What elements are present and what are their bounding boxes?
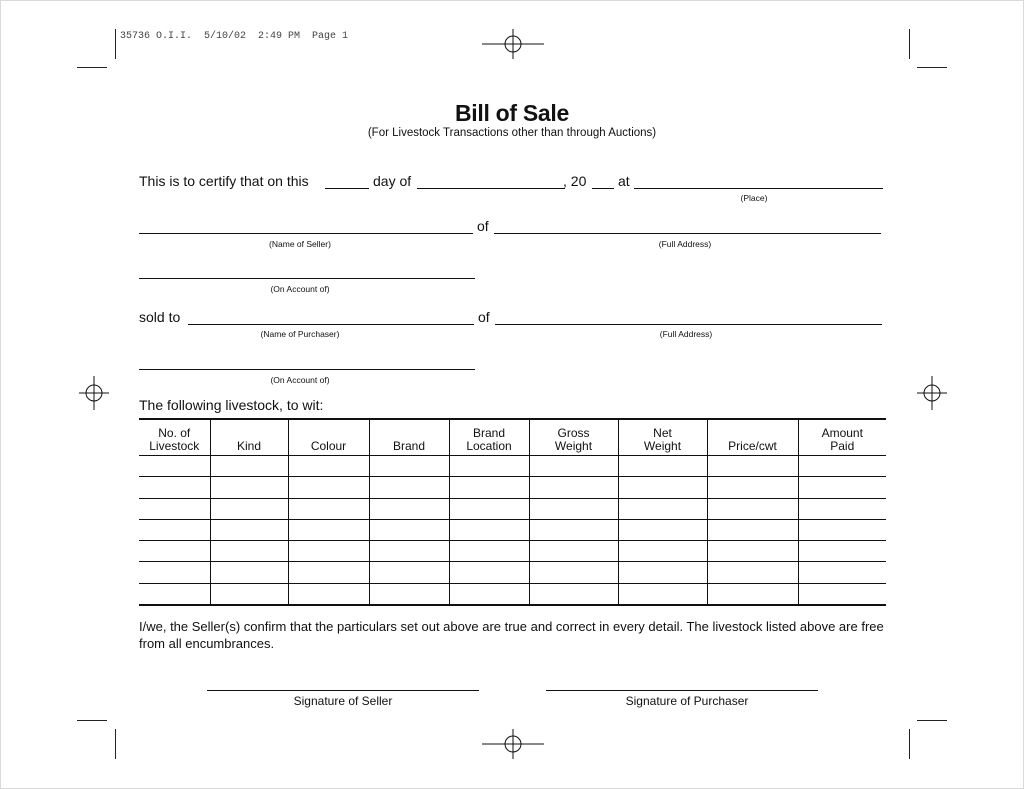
- column-header-line-2: Paid: [830, 439, 855, 453]
- table-cell-blank[interactable]: [529, 562, 618, 583]
- document-subtitle: (For Livestock Transactions other than through Auctions): [367, 127, 657, 139]
- registration-mark-bottom: [482, 729, 544, 759]
- table-cell-blank[interactable]: [210, 519, 288, 540]
- table-cell-blank[interactable]: [798, 541, 886, 562]
- table-cell-blank[interactable]: [529, 477, 618, 498]
- table-cell-blank[interactable]: [449, 498, 529, 519]
- livestock-table: [139, 418, 886, 606]
- column-header-gross-weight: [529, 419, 618, 456]
- seller-address-blank[interactable]: [494, 233, 881, 234]
- column-header-net-weight: [618, 419, 707, 456]
- table-cell-blank[interactable]: [369, 519, 449, 540]
- purchaser-name-caption: (Name of Purchaser): [260, 329, 340, 339]
- livestock-table-body: [139, 456, 886, 606]
- table-cell-blank[interactable]: [210, 456, 288, 477]
- certify-text-2: day of: [373, 173, 412, 189]
- table-cell-blank[interactable]: [707, 583, 798, 605]
- table-cell-blank[interactable]: [369, 541, 449, 562]
- table-cell-blank[interactable]: [369, 456, 449, 477]
- table-cell-blank[interactable]: [798, 498, 886, 519]
- seller-address-caption: (Full Address): [658, 239, 712, 249]
- table-cell-blank[interactable]: [369, 562, 449, 583]
- year-blank[interactable]: [592, 188, 614, 189]
- certify-text-3: , 20: [563, 173, 587, 189]
- table-cell-blank[interactable]: [369, 477, 449, 498]
- table-cell-blank[interactable]: [288, 562, 369, 583]
- table-cell-blank[interactable]: [210, 583, 288, 605]
- table-cell-blank[interactable]: [449, 562, 529, 583]
- table-cell-blank[interactable]: [139, 498, 210, 519]
- livestock-heading: The following livestock, to wit:: [139, 397, 324, 413]
- seller-name-caption: (Name of Seller): [269, 239, 331, 249]
- table-row: [139, 583, 886, 605]
- table-cell-blank[interactable]: [288, 456, 369, 477]
- column-header-line-1: No. of: [158, 426, 191, 440]
- seller-confirmation-text: I/we, the Seller(s) confirm that the particulars set out above are true and correct in every detail. The livestock listed above are free from all encumbrances.: [139, 619, 884, 651]
- table-cell-blank[interactable]: [449, 519, 529, 540]
- table-cell-blank[interactable]: [798, 583, 886, 605]
- table-cell-blank[interactable]: [618, 519, 707, 540]
- day-number-blank[interactable]: [325, 188, 369, 189]
- table-cell-blank[interactable]: [707, 519, 798, 540]
- table-row: [139, 456, 886, 477]
- table-cell-blank[interactable]: [618, 583, 707, 605]
- livestock-table-header-row: [139, 419, 886, 456]
- column-header-colour: [288, 419, 369, 456]
- table-cell-blank[interactable]: [210, 498, 288, 519]
- document-title: Bill of Sale: [455, 100, 569, 126]
- purchaser-account-blank[interactable]: [139, 369, 475, 370]
- certify-text-1: This is to certify that on this: [139, 173, 309, 189]
- purchaser-signature-line[interactable]: [546, 690, 818, 691]
- column-header-line-1: Net: [653, 426, 672, 440]
- column-header-line-2: Weight: [643, 439, 682, 453]
- purchaser-address-blank[interactable]: [495, 324, 882, 325]
- column-header-line-2: Weight: [554, 439, 593, 453]
- table-cell-blank[interactable]: [449, 583, 529, 605]
- table-cell-blank[interactable]: [369, 583, 449, 605]
- column-header-line-2: Location: [466, 439, 512, 453]
- table-row: [139, 498, 886, 519]
- table-row: [139, 519, 886, 540]
- crop-mark-top-left-h: [77, 67, 107, 68]
- column-header-line-2: Livestock: [149, 439, 200, 453]
- purchaser-signature-label: Signature of Purchaser: [625, 694, 749, 708]
- column-header-no-of-livestock: [139, 419, 210, 456]
- table-cell-blank[interactable]: [210, 562, 288, 583]
- table-cell-blank[interactable]: [369, 498, 449, 519]
- table-cell-blank[interactable]: [288, 519, 369, 540]
- table-cell-blank[interactable]: [707, 562, 798, 583]
- column-header-line-2: Price/cwt: [728, 439, 777, 453]
- table-cell-blank[interactable]: [288, 583, 369, 605]
- table-cell-blank[interactable]: [707, 456, 798, 477]
- table-cell-blank[interactable]: [449, 541, 529, 562]
- column-header-line-1: Gross: [557, 426, 590, 440]
- table-cell-blank[interactable]: [798, 477, 886, 498]
- crop-mark-top-left-v: [115, 29, 116, 59]
- table-cell-blank[interactable]: [798, 519, 886, 540]
- purchaser-account-caption: (On Account of): [270, 375, 330, 385]
- month-blank[interactable]: [417, 188, 565, 189]
- table-cell-blank[interactable]: [618, 498, 707, 519]
- table-cell-blank[interactable]: [139, 562, 210, 583]
- column-header-line-1: Amount: [821, 426, 863, 440]
- column-header-line-2: Colour: [310, 439, 347, 453]
- crop-mark-bottom-right-v: [909, 729, 910, 759]
- column-header-line-2: Brand: [392, 439, 426, 453]
- table-cell-blank[interactable]: [139, 583, 210, 605]
- column-header-line-1: Brand: [472, 426, 506, 440]
- table-cell-blank[interactable]: [618, 477, 707, 498]
- table-cell-blank[interactable]: [139, 519, 210, 540]
- column-header-line-2: Kind: [236, 439, 262, 453]
- crop-mark-top-right-v: [909, 29, 910, 59]
- table-cell-blank[interactable]: [529, 583, 618, 605]
- table-cell-blank[interactable]: [798, 562, 886, 583]
- purchaser-name-blank[interactable]: [188, 324, 474, 325]
- table-cell-blank[interactable]: [707, 498, 798, 519]
- table-row: [139, 541, 886, 562]
- seller-account-blank[interactable]: [139, 278, 475, 279]
- table-cell-blank[interactable]: [449, 456, 529, 477]
- column-header-brand: [369, 419, 449, 456]
- table-cell-blank[interactable]: [139, 541, 210, 562]
- table-cell-blank[interactable]: [139, 477, 210, 498]
- column-header-amount-paid: [798, 419, 886, 456]
- seller-signature-label: Signature of Seller: [293, 694, 393, 708]
- column-header-price-cwt: [707, 419, 798, 456]
- table-cell-blank[interactable]: [139, 456, 210, 477]
- crop-mark-top-right-h: [917, 67, 947, 68]
- table-cell-blank[interactable]: [618, 562, 707, 583]
- table-row: [139, 562, 886, 583]
- table-cell-blank[interactable]: [529, 519, 618, 540]
- seller-name-blank[interactable]: [139, 233, 473, 234]
- table-cell-blank[interactable]: [288, 477, 369, 498]
- table-cell-blank[interactable]: [707, 477, 798, 498]
- table-cell-blank[interactable]: [288, 541, 369, 562]
- table-cell-blank[interactable]: [210, 477, 288, 498]
- table-cell-blank[interactable]: [288, 498, 369, 519]
- seller-account-caption: (On Account of): [270, 284, 330, 294]
- registration-mark-right: [917, 376, 947, 410]
- registration-mark-left: [79, 376, 109, 410]
- table-cell-blank[interactable]: [618, 541, 707, 562]
- table-cell-blank[interactable]: [798, 456, 886, 477]
- table-cell-blank[interactable]: [529, 498, 618, 519]
- print-header-stamp: 35736 O.I.I. 5/10/02 2:49 PM Page 1: [120, 31, 349, 42]
- purchaser-address-caption: (Full Address): [659, 329, 713, 339]
- sold-to-text: sold to: [139, 309, 181, 325]
- crop-mark-bottom-right-h: [917, 720, 947, 721]
- table-cell-blank[interactable]: [529, 541, 618, 562]
- seller-signature-line[interactable]: [207, 690, 479, 691]
- certify-text-4: at: [618, 173, 630, 189]
- seller-of-text: of: [477, 218, 489, 234]
- place-blank[interactable]: [634, 188, 883, 189]
- column-header-kind: [210, 419, 288, 456]
- place-caption: (Place): [740, 193, 768, 203]
- crop-mark-bottom-left-h: [77, 720, 107, 721]
- table-cell-blank[interactable]: [618, 456, 707, 477]
- column-header-brand-location: [449, 419, 529, 456]
- table-cell-blank[interactable]: [449, 477, 529, 498]
- table-cell-blank[interactable]: [210, 541, 288, 562]
- table-cell-blank[interactable]: [529, 456, 618, 477]
- registration-mark-top: [482, 29, 544, 59]
- purchaser-of-text: of: [478, 309, 490, 325]
- crop-mark-bottom-left-v: [115, 729, 116, 759]
- table-cell-blank[interactable]: [707, 541, 798, 562]
- table-row: [139, 477, 886, 498]
